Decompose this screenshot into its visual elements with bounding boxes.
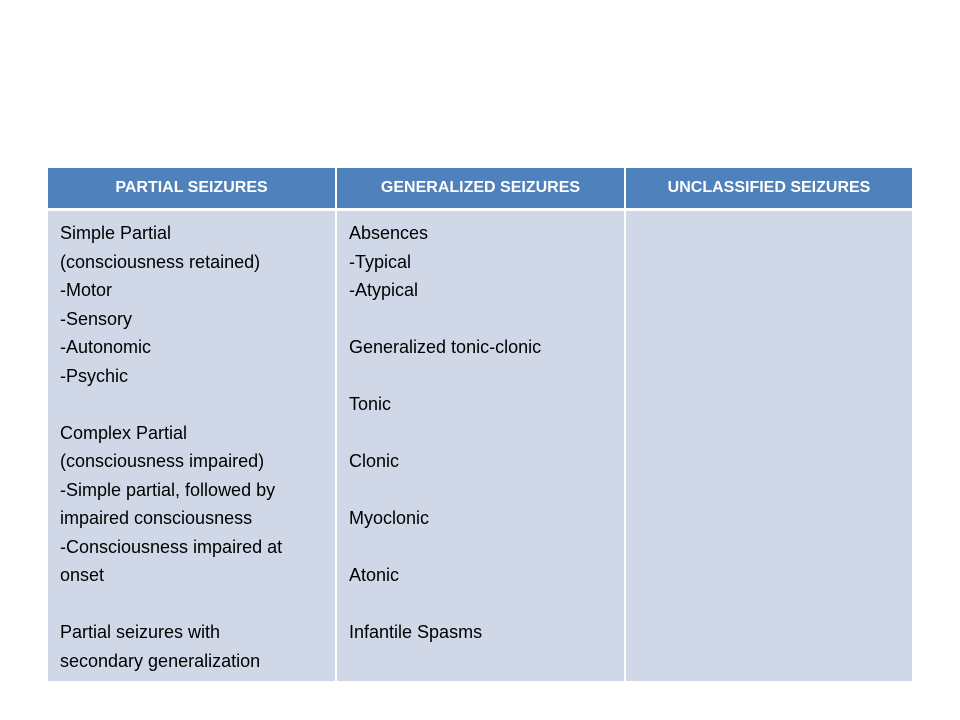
table-header-row	[48, 168, 912, 210]
cell-text-line: onset	[60, 565, 105, 585]
cell-unclassified-seizures	[625, 210, 912, 682]
cell-generalized-seizures	[336, 210, 625, 682]
cell-text-line: Generalized tonic-clonic	[349, 337, 542, 357]
blank-line	[349, 305, 614, 334]
cell-text-line: Atonic	[349, 565, 400, 585]
cell-text-line: (consciousness impaired)	[60, 451, 265, 471]
cell-text-line: Complex Partial	[60, 422, 188, 443]
cell-text-line: Infantile Spasms	[349, 622, 483, 642]
table-row	[48, 210, 912, 682]
cell-text-line: Myoclonic	[349, 508, 430, 528]
blank-line	[349, 476, 614, 505]
cell-text-line: -Typical	[349, 251, 412, 272]
header-unclassified-seizures: UNCLASSIFIED SEIZURES	[625, 168, 912, 210]
cell-text-line: impaired consciousness	[60, 508, 253, 528]
cell-text-line: -Motor	[60, 280, 113, 300]
header-partial-seizures: PARTIAL SEIZURES	[48, 168, 336, 210]
cell-text-line: secondary generalization	[60, 650, 261, 671]
cell-text-line: -Sensory	[60, 308, 133, 329]
header-generalized-seizures: GENERALIZED SEIZURES	[336, 168, 625, 210]
cell-text-line: (consciousness retained)	[60, 251, 261, 272]
seizure-classification-table	[48, 168, 912, 681]
cell-text-line: Tonic	[349, 394, 392, 414]
cell-text-line: Simple Partial	[60, 223, 172, 243]
cell-partial-seizures	[48, 210, 336, 682]
cell-text-line: -Autonomic	[60, 337, 152, 357]
cell-text-line: -Consciousness impaired at	[60, 536, 283, 557]
blank-line	[349, 533, 614, 562]
cell-text-line: Partial seizures with	[60, 622, 221, 642]
blank-line	[349, 419, 614, 448]
cell-text-line: -Simple partial, followed by	[60, 479, 276, 500]
cell-text-line: Absences	[349, 223, 429, 243]
blank-line	[349, 362, 614, 391]
cell-text-line: -Psychic	[60, 365, 129, 386]
blank-line	[60, 590, 325, 619]
blank-line	[349, 590, 614, 619]
cell-text-line: Clonic	[349, 451, 400, 471]
cell-text-line: -Atypical	[349, 280, 419, 300]
blank-line	[60, 390, 325, 419]
